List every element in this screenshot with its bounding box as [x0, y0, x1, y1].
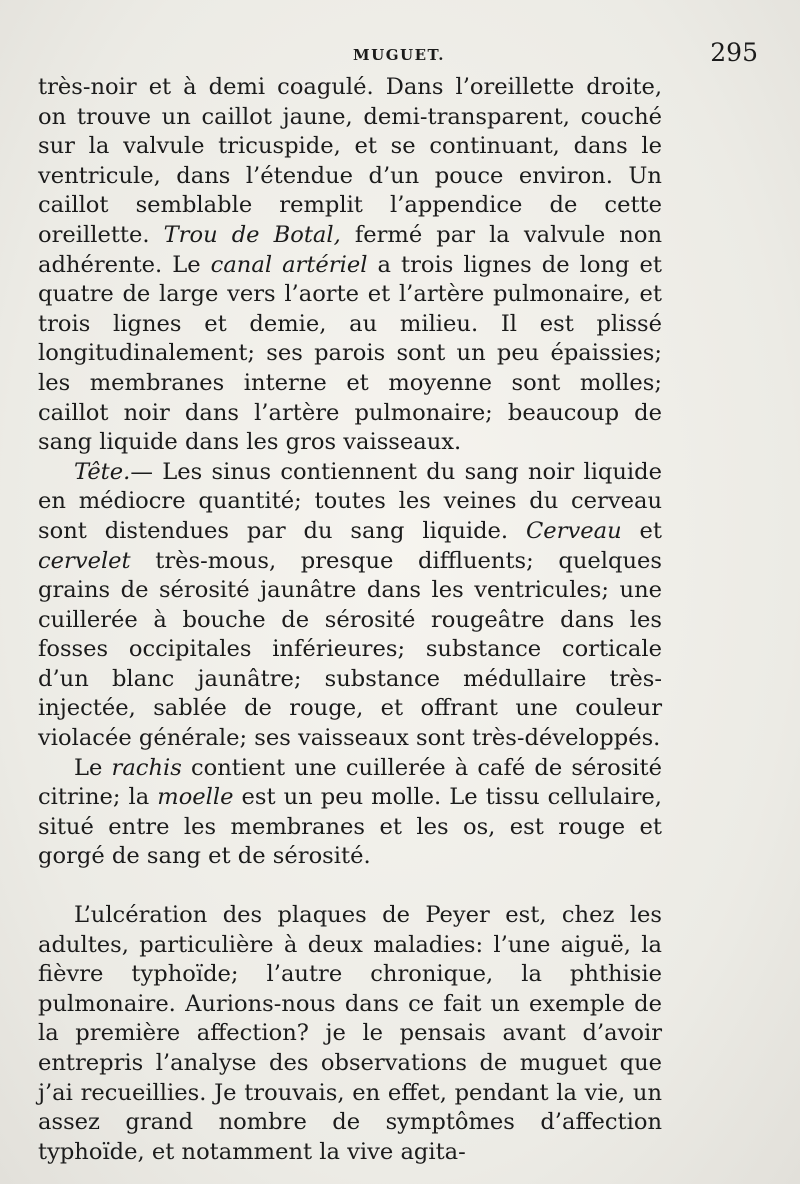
text-run: L’ulcération des plaques de Peyer est, chez les adultes, particulière à deux maladies: l’une aiguë, la fièvre typhoïde; l’autre chronique, la phthisie pulmonaire. Aurions-nous dans ce fait un exemple de la première affection? je le pensais avant d’avoir entrepris l’analyse des observations de muguet que j’ai recueillies. Je trouvais, en effet, pendant la vie, un assez grand nombre de symptômes d’affection typhoïde, et notamment la vive agita- — [38, 902, 662, 1165]
text-run: très-noir et à demi coagulé. Dans l’oreillette droite, on trouve un caillot jaune, demi-transparent, couché sur la valvule tricuspide, et se continuant, dans le ventricule, dans l’étendue d’un pouce environ. Un caillot semblable remplit l’appendice de cette oreillette. — [38, 74, 662, 248]
text-run: et — [621, 517, 662, 544]
text-run: contient une cuillerée à café de sérosité citrine; la — [38, 754, 662, 811]
text-run: a trois lignes de long et quatre de large vers l’aorte et l’artère pulmonaire, et trois lignes et demie, au milieu. Il est plissé longitudinalement; ses parois sont un peu épaissies; les membranes interne et moyenne sont molles; caillot noir dans l’artère pulmonaire; beaucoup de sang liquide dans les gros vaisseaux. — [38, 251, 662, 456]
italic-term: moelle — [157, 784, 234, 811]
paragraph — [38, 73, 662, 458]
text-run: fermé par la valvule non adhérente. Le — [38, 221, 662, 278]
text-run: est un peu molle. Le tissu cellulaire, situé entre les membranes et les os, est rouge et gorgé de sang et de sérosité. — [38, 784, 662, 870]
page-number: 295 — [710, 38, 758, 67]
italic-term: rachis — [111, 754, 182, 781]
paragraph — [38, 901, 662, 1167]
italic-term: cervelet — [38, 547, 131, 574]
text-run: — Les sinus contiennent du sang noir liquide en médiocre quantité; toutes les veines du cerveau sont distendues par du sang liquide. — [38, 458, 662, 544]
paragraph — [38, 754, 662, 872]
text-run: très-mous, presque diffluents; quelques grains de sérosité jaunâtre dans les ventricules; une cuillerée à bouche de sérosité rougeâtre dans les fosses occipitales inférieures; substance corticale d’un blanc jaunâtre; substance médullaire très-injectée, sablée de rouge, et offrant une couleur violacée générale; ses vaisseaux sont très-développés. — [38, 547, 662, 752]
text-run: Le — [74, 754, 112, 781]
page-header — [38, 40, 760, 70]
italic-term: Cerveau — [526, 517, 622, 544]
italic-term: Tête. — [74, 458, 131, 485]
body-text — [38, 73, 662, 1167]
running-head: MUGUET. — [353, 46, 445, 64]
italic-term: canal artériel — [210, 251, 368, 278]
paragraph — [38, 458, 662, 754]
italic-term: Trou de Botal, — [163, 221, 341, 248]
